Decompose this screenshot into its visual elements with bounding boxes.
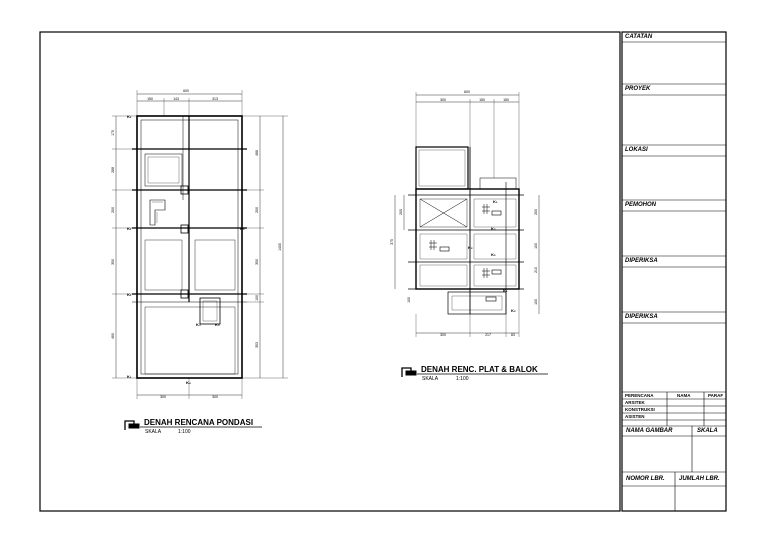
dim-right-4: 100 (255, 295, 259, 301)
slab-plan-scale-label: SKALA (422, 376, 439, 382)
slab-plan-scale-value: 1:100 (456, 376, 469, 382)
drawing-frame (40, 32, 620, 511)
k2-label: K₂ (511, 308, 516, 313)
pemohon-label: PEMOHON (625, 202, 657, 208)
nama-gambar-label: NAMA GAMBAR (626, 428, 673, 434)
dim-left-3: 200 (111, 207, 115, 213)
slab-beam-plan-dims (390, 90, 538, 337)
k1-label: K₁ (127, 374, 132, 379)
dim-top-total: 600 (464, 90, 470, 94)
title-block-lines (622, 42, 726, 511)
skala-label: SKALA (697, 428, 718, 434)
k1-label: K₁ (127, 292, 132, 297)
dim-left-1: 200 (399, 209, 403, 215)
dim-right-2: 100 (534, 243, 538, 249)
dim-bottom-3: 83 (511, 333, 515, 337)
k1-label: K₁ (127, 226, 132, 231)
k2-label: K₂ (491, 252, 496, 257)
foundation-plan-title: DENAH RENCANA PONDASI (144, 418, 254, 427)
dim-right-1: 200 (534, 209, 538, 215)
dim-left-4: 350 (111, 259, 115, 265)
k2-label: K₂ (468, 245, 473, 250)
dim-left-5: 460 (111, 333, 115, 339)
dim-right-3: 350 (255, 259, 259, 265)
dim-bottom-1: 300 (440, 333, 446, 337)
k3-label: K₃ (196, 322, 201, 327)
dim-right-2: 200 (255, 207, 259, 213)
konstruksi-row: KONSTRUKSI (625, 407, 655, 412)
dim-top-1: 300 (440, 98, 446, 102)
dim-top-3: 150 (503, 98, 509, 102)
k4-label: K₄ (186, 380, 191, 385)
dim-left-2: 288 (111, 167, 115, 173)
dim-bottom-2: 217 (485, 333, 491, 337)
dim-right-total: 1400 (278, 243, 282, 251)
nama-header: NAMA (677, 393, 691, 398)
dim-top-1: 150 (147, 97, 153, 101)
k1-label: K₁ (127, 114, 132, 119)
foundation-plan-scale-label: SKALA (145, 429, 162, 435)
dim-left-2: 375 (390, 239, 394, 245)
lokasi-label: LOKASI (625, 147, 648, 153)
paraf-header: PARAF (708, 393, 724, 398)
title-block-frame (622, 32, 726, 511)
slab-beam-plan (395, 92, 539, 337)
diperiksa-label-1: DIPERIKSA (625, 258, 658, 264)
dim-right-4: 100 (534, 299, 538, 305)
dim-right-3: 210 (534, 267, 538, 273)
proyek-label: PROYEK (625, 86, 651, 92)
foundation-plan (112, 90, 288, 399)
k2-label: K₂ (240, 226, 245, 231)
dim-left-3: 100 (407, 297, 411, 303)
dim-top-total: 600 (183, 89, 189, 93)
k3-label: K₃ (215, 322, 220, 327)
jumlah-lbr-label: JUMLAH LBR. (679, 476, 720, 482)
arsitek-row: ARSITEK (625, 400, 645, 405)
foundation-plan-scale-value: 1:100 (178, 429, 191, 435)
perencana-header: PERENCANA (625, 393, 654, 398)
nomor-lbr-label: NOMOR LBR. (626, 476, 665, 482)
dim-right-5: 353 (255, 342, 259, 348)
k1-label: K₁ (493, 199, 498, 204)
dim-top-3: 313 (212, 97, 218, 101)
dim-bottom-2: 300 (212, 395, 218, 399)
diperiksa-label-2: DIPERIKSA (625, 314, 658, 320)
dim-top-2: 150 (479, 98, 485, 102)
catatan-label: CATATAN (625, 34, 653, 40)
dim-top-2: 143 (173, 97, 179, 101)
dim-left-1: 175 (111, 130, 115, 136)
slab-plan-title: DENAH RENC. PLAT & BALOK (421, 365, 538, 374)
dim-bottom-1: 300 (160, 395, 166, 399)
dim-right-1: 488 (255, 150, 259, 156)
k1-label: K₁ (503, 288, 508, 293)
k2-label: K₂ (491, 226, 496, 231)
asisten-row: ASISTEN (625, 414, 645, 419)
